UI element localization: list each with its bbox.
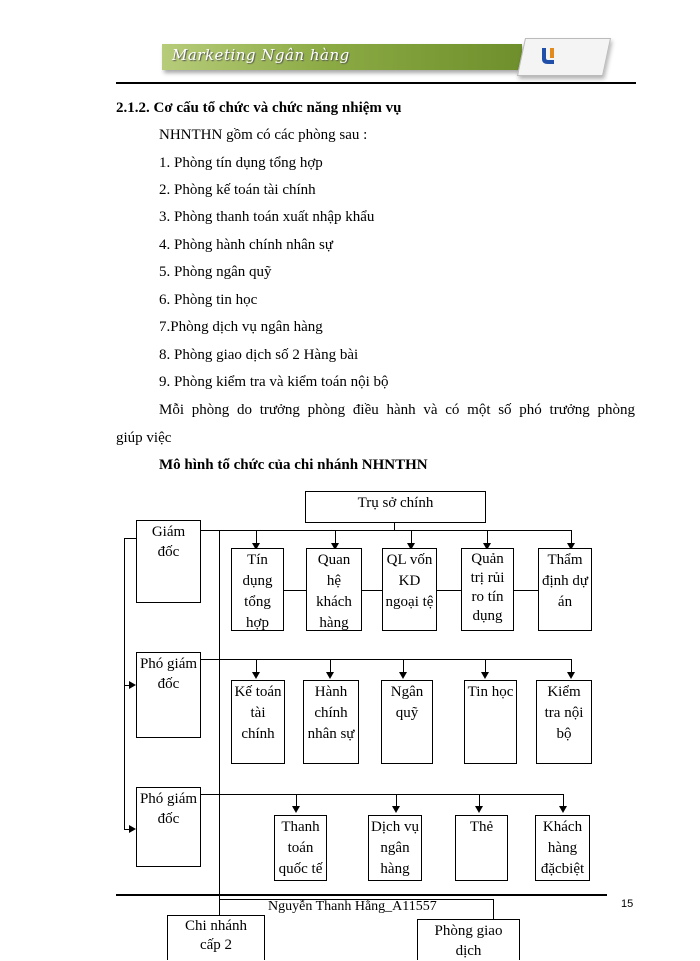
box-line: trị rủi: [470, 570, 505, 586]
paragraph-line-1: Mỗi phòng do trưởng phòng điều hành và có một số phó trưởng phòng: [159, 402, 635, 418]
list-item: 8. Phòng giao dịch số 2 Hàng bài: [159, 347, 359, 363]
section-heading: 2.1.2. Cơ cấu tổ chức và chức năng nhiệm vụ: [116, 100, 402, 116]
dept-box-fx-capital: [382, 548, 437, 631]
box-line: ngoại tệ: [385, 594, 434, 610]
connector: [493, 899, 494, 919]
arrow-icon: [252, 672, 260, 679]
connector: [256, 659, 257, 672]
connector: [485, 659, 486, 672]
deputy-director-1-box: [136, 652, 201, 738]
dept-box-customer-relations: [306, 548, 362, 631]
paragraph-line-2: giúp việc: [116, 430, 172, 446]
connector: [296, 794, 297, 806]
dept-box-hr-admin: [303, 680, 359, 764]
box-line: tài: [250, 705, 266, 721]
connector: [124, 538, 125, 830]
page-number: 15: [621, 898, 634, 910]
connector: [394, 523, 395, 530]
connector: [362, 590, 382, 591]
connector: [514, 590, 538, 591]
box-line: Kiểm: [547, 684, 581, 700]
connector: [124, 538, 136, 539]
connector: [411, 530, 412, 543]
box-line: nhân sự: [307, 726, 355, 742]
box-line: Quan: [317, 552, 351, 568]
arrow-icon: [559, 806, 567, 813]
footer-author: Nguyễn Thanh Hằng_A11557: [268, 899, 437, 914]
box-line: đốc: [157, 811, 180, 827]
box-line: Ngân: [390, 684, 424, 700]
box-line: quốc tế: [278, 861, 323, 877]
box-line: Phòng giao: [434, 923, 503, 939]
box-line: Thẩm: [547, 552, 583, 568]
connector: [487, 530, 488, 543]
connector: [219, 530, 220, 930]
connector: [571, 530, 572, 543]
box-line: khách: [316, 594, 352, 610]
box-line: Kế toán: [234, 684, 282, 700]
intro-text: NHNTHN gồm có các phòng sau :: [159, 127, 368, 143]
box-line: KD: [398, 573, 421, 589]
dept-box-intl-payment: [274, 815, 327, 881]
footer-rule: [116, 894, 607, 896]
box-line: ro tín: [471, 589, 504, 605]
connector: [563, 794, 564, 806]
box-line: định dự: [541, 573, 589, 589]
branch-level-2-box: [167, 915, 265, 960]
box-line: hàng: [380, 861, 410, 877]
box-line: đốc: [157, 676, 180, 692]
box-line: chính: [241, 726, 275, 742]
box-line: cấp 2: [199, 937, 233, 953]
box-line: Phó giám: [139, 791, 198, 807]
header-title: Marketing Ngân hàng: [172, 46, 350, 64]
connector: [479, 794, 480, 806]
box-line: tổng: [244, 594, 271, 610]
connector: [335, 530, 336, 543]
logo-icon: [540, 47, 556, 65]
dept-box-accounting: [231, 680, 285, 764]
box-line: chính: [314, 705, 348, 721]
list-item: 7.Phòng dịch vụ ngân hàng: [159, 319, 323, 335]
box-line: hàng: [547, 840, 578, 856]
box-line: QL vốn: [386, 552, 433, 568]
list-item: 5. Phòng ngân quỹ: [159, 264, 272, 280]
dept-box-credit: [231, 548, 284, 631]
connector: [396, 794, 397, 806]
arrow-icon: [326, 672, 334, 679]
dept-box-card: [455, 815, 508, 881]
chart-title: Mô hình tổ chức của chi nhánh NHNTHN: [159, 457, 428, 473]
dept-box-internal-audit: [536, 680, 592, 764]
connector: [256, 530, 257, 543]
box-line: Khách: [542, 819, 583, 835]
box-line: Thẻ: [469, 819, 494, 835]
box-line: đốc: [157, 544, 180, 560]
connector: [284, 590, 306, 591]
box-line: đặcbiệt: [540, 861, 585, 877]
box-line: Phó giám: [139, 656, 198, 672]
box-line: toán: [287, 840, 314, 856]
deputy-director-2-box: [136, 787, 201, 867]
arrow-icon: [567, 672, 575, 679]
dept-box-banking-services: [368, 815, 422, 881]
connector: [437, 590, 461, 591]
connector: [201, 794, 564, 795]
list-item: 6. Phòng tin học: [159, 292, 258, 308]
list-item: 2. Phòng kế toán tài chính: [159, 182, 316, 198]
dept-box-appraisal: [538, 548, 592, 631]
box-line: hệ: [326, 573, 342, 589]
box-line: hợp: [246, 615, 269, 631]
box-line: án: [557, 594, 573, 610]
list-item: 3. Phòng thanh toán xuất nhập khẩu: [159, 209, 375, 225]
box-label: Trụ sở chính: [357, 495, 434, 511]
arrow-icon: [129, 825, 136, 833]
arrow-icon: [292, 806, 300, 813]
connector: [571, 659, 572, 672]
box-line: tra nội: [544, 705, 584, 721]
box-line: Tin học: [467, 684, 514, 700]
box-line: ngân: [380, 840, 410, 856]
box-line: Thanh: [281, 819, 320, 835]
box-line: hàng: [319, 615, 349, 631]
transaction-office-box: [417, 919, 520, 960]
arrow-icon: [475, 806, 483, 813]
dept-box-credit-risk: [461, 548, 514, 631]
dept-box-special-customers: [535, 815, 590, 881]
box-line: Chi nhánh: [184, 918, 248, 934]
list-item: 9. Phòng kiểm tra và kiểm toán nội bộ: [159, 374, 389, 390]
box-line: Giám: [151, 524, 186, 540]
list-item: 1. Phòng tín dụng tổng hợp: [159, 155, 323, 171]
box-line: bộ: [556, 726, 572, 742]
director-box: [136, 520, 201, 603]
arrow-icon: [399, 672, 407, 679]
box-line: Dịch vụ: [371, 819, 419, 835]
box-line: Hành: [314, 684, 348, 700]
connector: [403, 659, 404, 672]
box-line: dịch: [455, 943, 482, 959]
box-line: Quản: [471, 551, 504, 567]
dept-box-it: [464, 680, 517, 764]
box-line: quỹ: [395, 705, 419, 721]
logo-badge: [517, 38, 611, 76]
arrow-icon: [392, 806, 400, 813]
list-item: 4. Phòng hành chính nhân sự: [159, 237, 333, 253]
head-office-box: [305, 491, 486, 523]
arrow-icon: [129, 681, 136, 689]
box-line: dụng: [472, 608, 503, 624]
dept-box-treasury: [381, 680, 433, 764]
box-line: Tín: [247, 552, 268, 568]
box-line: dụng: [242, 573, 273, 589]
arrow-icon: [481, 672, 489, 679]
header-rule: [116, 82, 636, 84]
connector: [330, 659, 331, 672]
